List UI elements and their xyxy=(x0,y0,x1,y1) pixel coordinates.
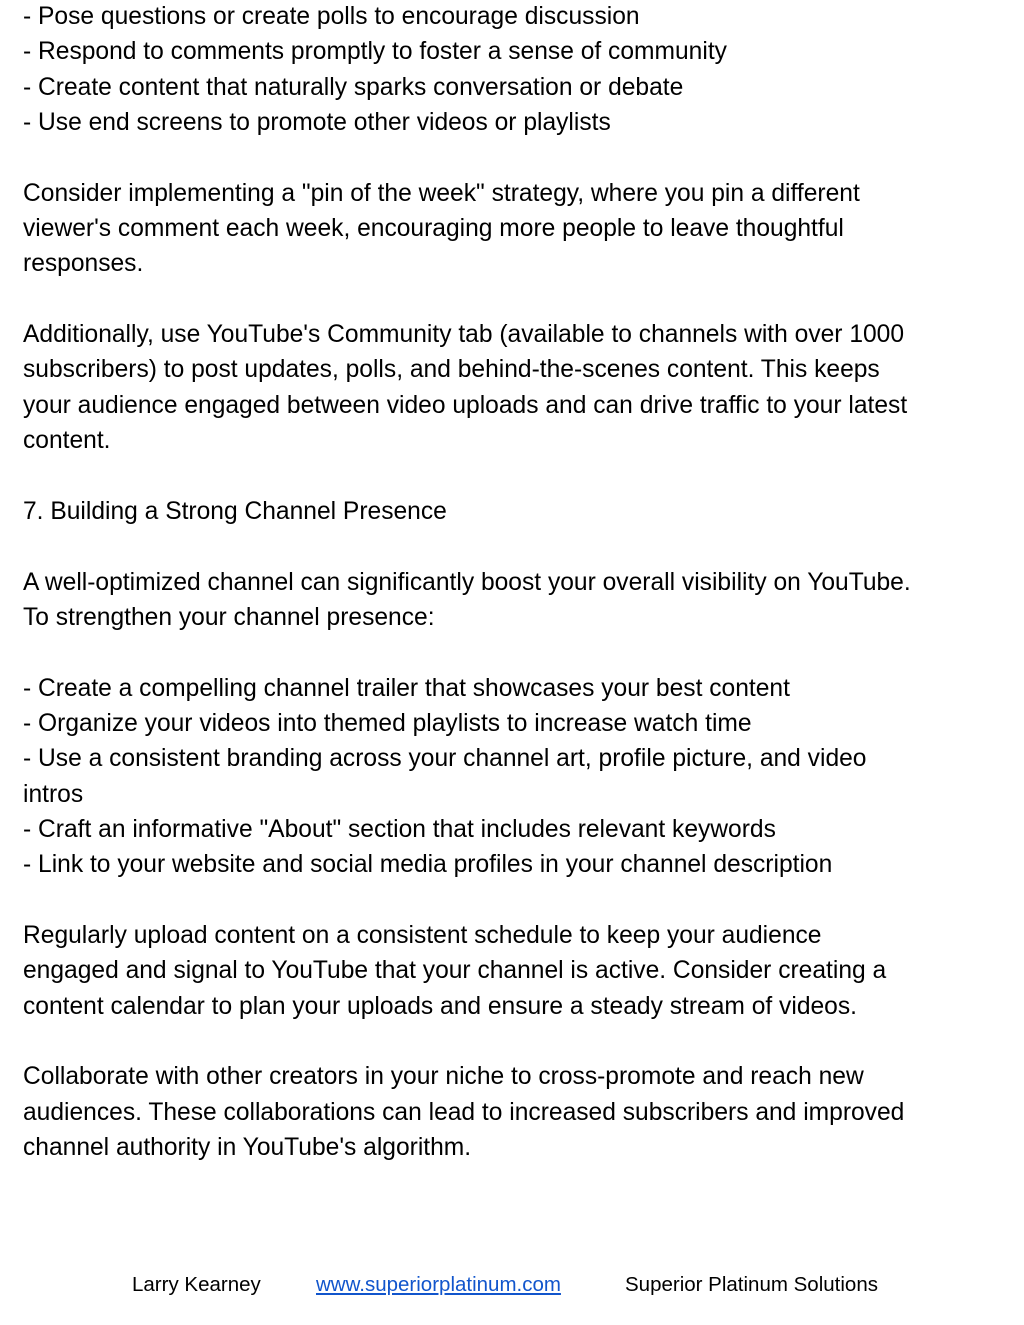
footer-company: Superior Platinum Solutions xyxy=(625,1273,878,1296)
paragraph-line: Collaborate with other creators in your niche to cross-promote and reach new xyxy=(23,1063,864,1091)
blank-line xyxy=(23,458,1003,493)
paragraph-line: content. xyxy=(23,427,111,455)
paragraph-line: Consider implementing a "pin of the week" strategy, where you pin a different xyxy=(23,179,860,207)
paragraph-line: To strengthen your channel presence: xyxy=(23,603,435,631)
blank-line xyxy=(23,282,1003,317)
bullet-item: - Link to your website and social media profiles in your channel description xyxy=(23,851,833,879)
paragraph-line: your audience engaged between video uploads and can drive traffic to your latest xyxy=(23,391,908,419)
document-body xyxy=(23,0,1003,1165)
paragraph-line: channel authority in YouTube's algorithm. xyxy=(23,1134,472,1161)
paragraph-line: viewer's comment each week, encouraging more people to leave thoughtful xyxy=(23,215,844,243)
paragraph-line: Regularly upload content on a consistent schedule to keep your audience xyxy=(23,921,822,949)
section-heading: 7. Building a Strong Channel Presence xyxy=(23,497,447,525)
bullet-item: - Create a compelling channel trailer that showcases your best content xyxy=(23,674,790,702)
paragraph-line: content calendar to plan your uploads and ensure a steady stream of videos. xyxy=(23,992,857,1020)
paragraph-line: engaged and signal to YouTube that your channel is active. Consider creating a xyxy=(23,957,887,985)
bullet-item: - Organize your videos into themed playlists to increase watch time xyxy=(23,709,752,737)
blank-line xyxy=(23,1024,1003,1059)
bullet-item: - Use end screens to promote other videos or playlists xyxy=(23,109,611,137)
paragraph-line: audiences. These collaborations can lead to increased subscribers and improved xyxy=(23,1098,905,1126)
blank-line xyxy=(23,635,1003,670)
blank-line xyxy=(23,140,1003,175)
paragraph-line: intros xyxy=(23,780,84,808)
bullet-item: - Pose questions or create polls to encourage discussion xyxy=(23,3,640,30)
paragraph-line: subscribers) to post updates, polls, and behind-the-scenes content. This keeps xyxy=(23,356,880,384)
bullet-item: - Craft an informative "About" section that includes relevant keywords xyxy=(23,815,776,843)
bullet-item: - Respond to comments promptly to foster a sense of community xyxy=(23,38,727,66)
blank-line xyxy=(23,883,1003,918)
bullet-item: - Use a consistent branding across your channel art, profile picture, and video xyxy=(23,745,867,773)
bullet-item: - Create content that naturally sparks conversation or debate xyxy=(23,73,684,101)
paragraph-line: A well-optimized channel can significantly boost your overall visibility on YouTube. xyxy=(23,568,911,596)
page-footer xyxy=(0,1271,1024,1299)
footer-website-link[interactable]: www.superiorplatinum.com xyxy=(316,1273,561,1296)
footer-author: Larry Kearney xyxy=(132,1273,261,1296)
paragraph-line: responses. xyxy=(23,250,144,278)
paragraph-line: Additionally, use YouTube's Community tab (available to channels with over 1000 xyxy=(23,321,905,349)
blank-line xyxy=(23,529,1003,564)
